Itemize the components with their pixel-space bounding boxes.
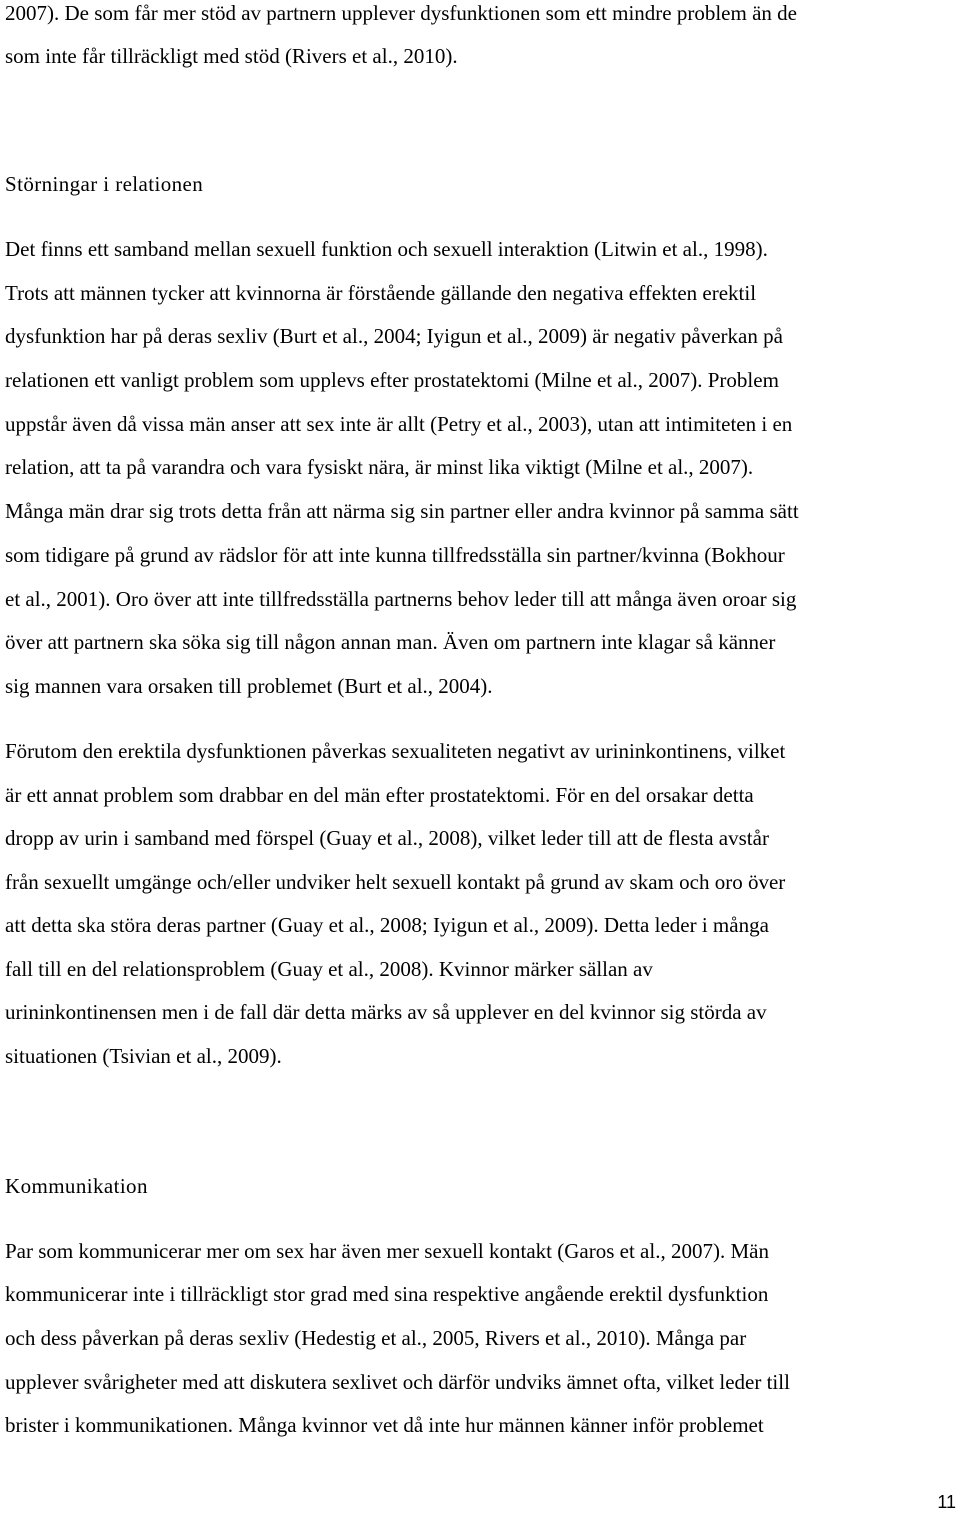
text-line: att detta ska störa deras partner (Guay et al., 2008; Iyigun et al., 2009). Detta leder i många xyxy=(5,913,769,937)
text-line: upplever svårigheter med att diskutera sexlivet och därför undviks ämnet ofta, vilket leder till xyxy=(5,1370,790,1394)
text-line: Trots att männen tycker att kvinnorna är förstående gällande den negativa effekten erektil xyxy=(5,281,757,305)
text-line: som inte får tillräckligt med stöd (Rivers et al., 2010). xyxy=(5,44,458,68)
text-line: från sexuellt umgänge och/eller undviker helt sexuell kontakt på grund av skam och oro över xyxy=(5,870,786,894)
text-line: är ett annat problem som drabbar en del män efter prostatektomi. För en del orsakar detta xyxy=(5,783,754,807)
text-line: dysfunktion har på deras sexliv (Burt et al., 2004; Iyigun et al., 2009) är negativ påverkan på xyxy=(5,324,783,348)
text-line: uppstår även då vissa män anser att sex inte är allt (Petry et al., 2003), utan att intimiteten i en xyxy=(5,412,793,436)
text-line: relation, att ta på varandra och vara fysiskt nära, är minst lika viktigt (Milne et al., 2007). xyxy=(5,455,754,479)
text-line: situationen (Tsivian et al., 2009). xyxy=(5,1044,282,1068)
text-line: sig mannen vara orsaken till problemet (Burt et al., 2004). xyxy=(5,674,493,698)
text-line: och dess påverkan på deras sexliv (Hedestig et al., 2005, Rivers et al., 2010). Många par xyxy=(5,1326,747,1350)
text-line: fall till en del relationsproblem (Guay et al., 2008). Kvinnor märker sällan av xyxy=(5,957,653,981)
text-line: över att partnern ska söka sig till någon annan man. Även om partnern inte klagar så känner xyxy=(5,630,776,654)
text-line: urininkontinensen men i de fall där detta märks av så upplever en del kvinnor sig störda av xyxy=(5,1000,767,1024)
text-line: relationen ett vanligt problem som upplevs efter prostatektomi (Milne et al., 2007). Problem xyxy=(5,368,779,392)
text-line: 2007). De som får mer stöd av partnern upplever dysfunktionen som ett mindre problem än de xyxy=(5,1,797,25)
text-line: Det finns ett samband mellan sexuell funktion och sexuell interaktion (Litwin et al., 1998). xyxy=(5,237,768,261)
page-number: 11 xyxy=(937,1492,956,1512)
text-line: et al., 2001). Oro över att inte tillfredsställa partnerns behov leder till att många även oroar sig xyxy=(5,587,797,611)
section-heading-communication: Kommunikation xyxy=(5,1174,148,1198)
text-line: Förutom den erektila dysfunktionen påverkas sexualiteten negativt av urininkontinens, vilket xyxy=(5,739,786,763)
text-line: dropp av urin i samband med förspel (Guay et al., 2008), vilket leder till att de flesta avstår xyxy=(5,826,769,850)
text-line: brister i kommunikationen. Många kvinnor vet då inte hur männen känner inför problemet xyxy=(5,1413,764,1437)
text-line: Par som kommunicerar mer om sex har även mer sexuell kontakt (Garos et al., 2007). Män xyxy=(5,1239,769,1263)
section-heading-relation: Störningar i relationen xyxy=(5,172,204,196)
text-line: som tidigare på grund av rädslor för att inte kunna tillfredsställa sin partner/kvinna (Bokhour xyxy=(5,543,785,567)
text-line: kommunicerar inte i tillräckligt stor grad med sina respektive angående erektil dysfunktion xyxy=(5,1282,769,1306)
text-line: Många män drar sig trots detta från att närma sig sin partner eller andra kvinnor på samma sätt xyxy=(5,499,799,523)
